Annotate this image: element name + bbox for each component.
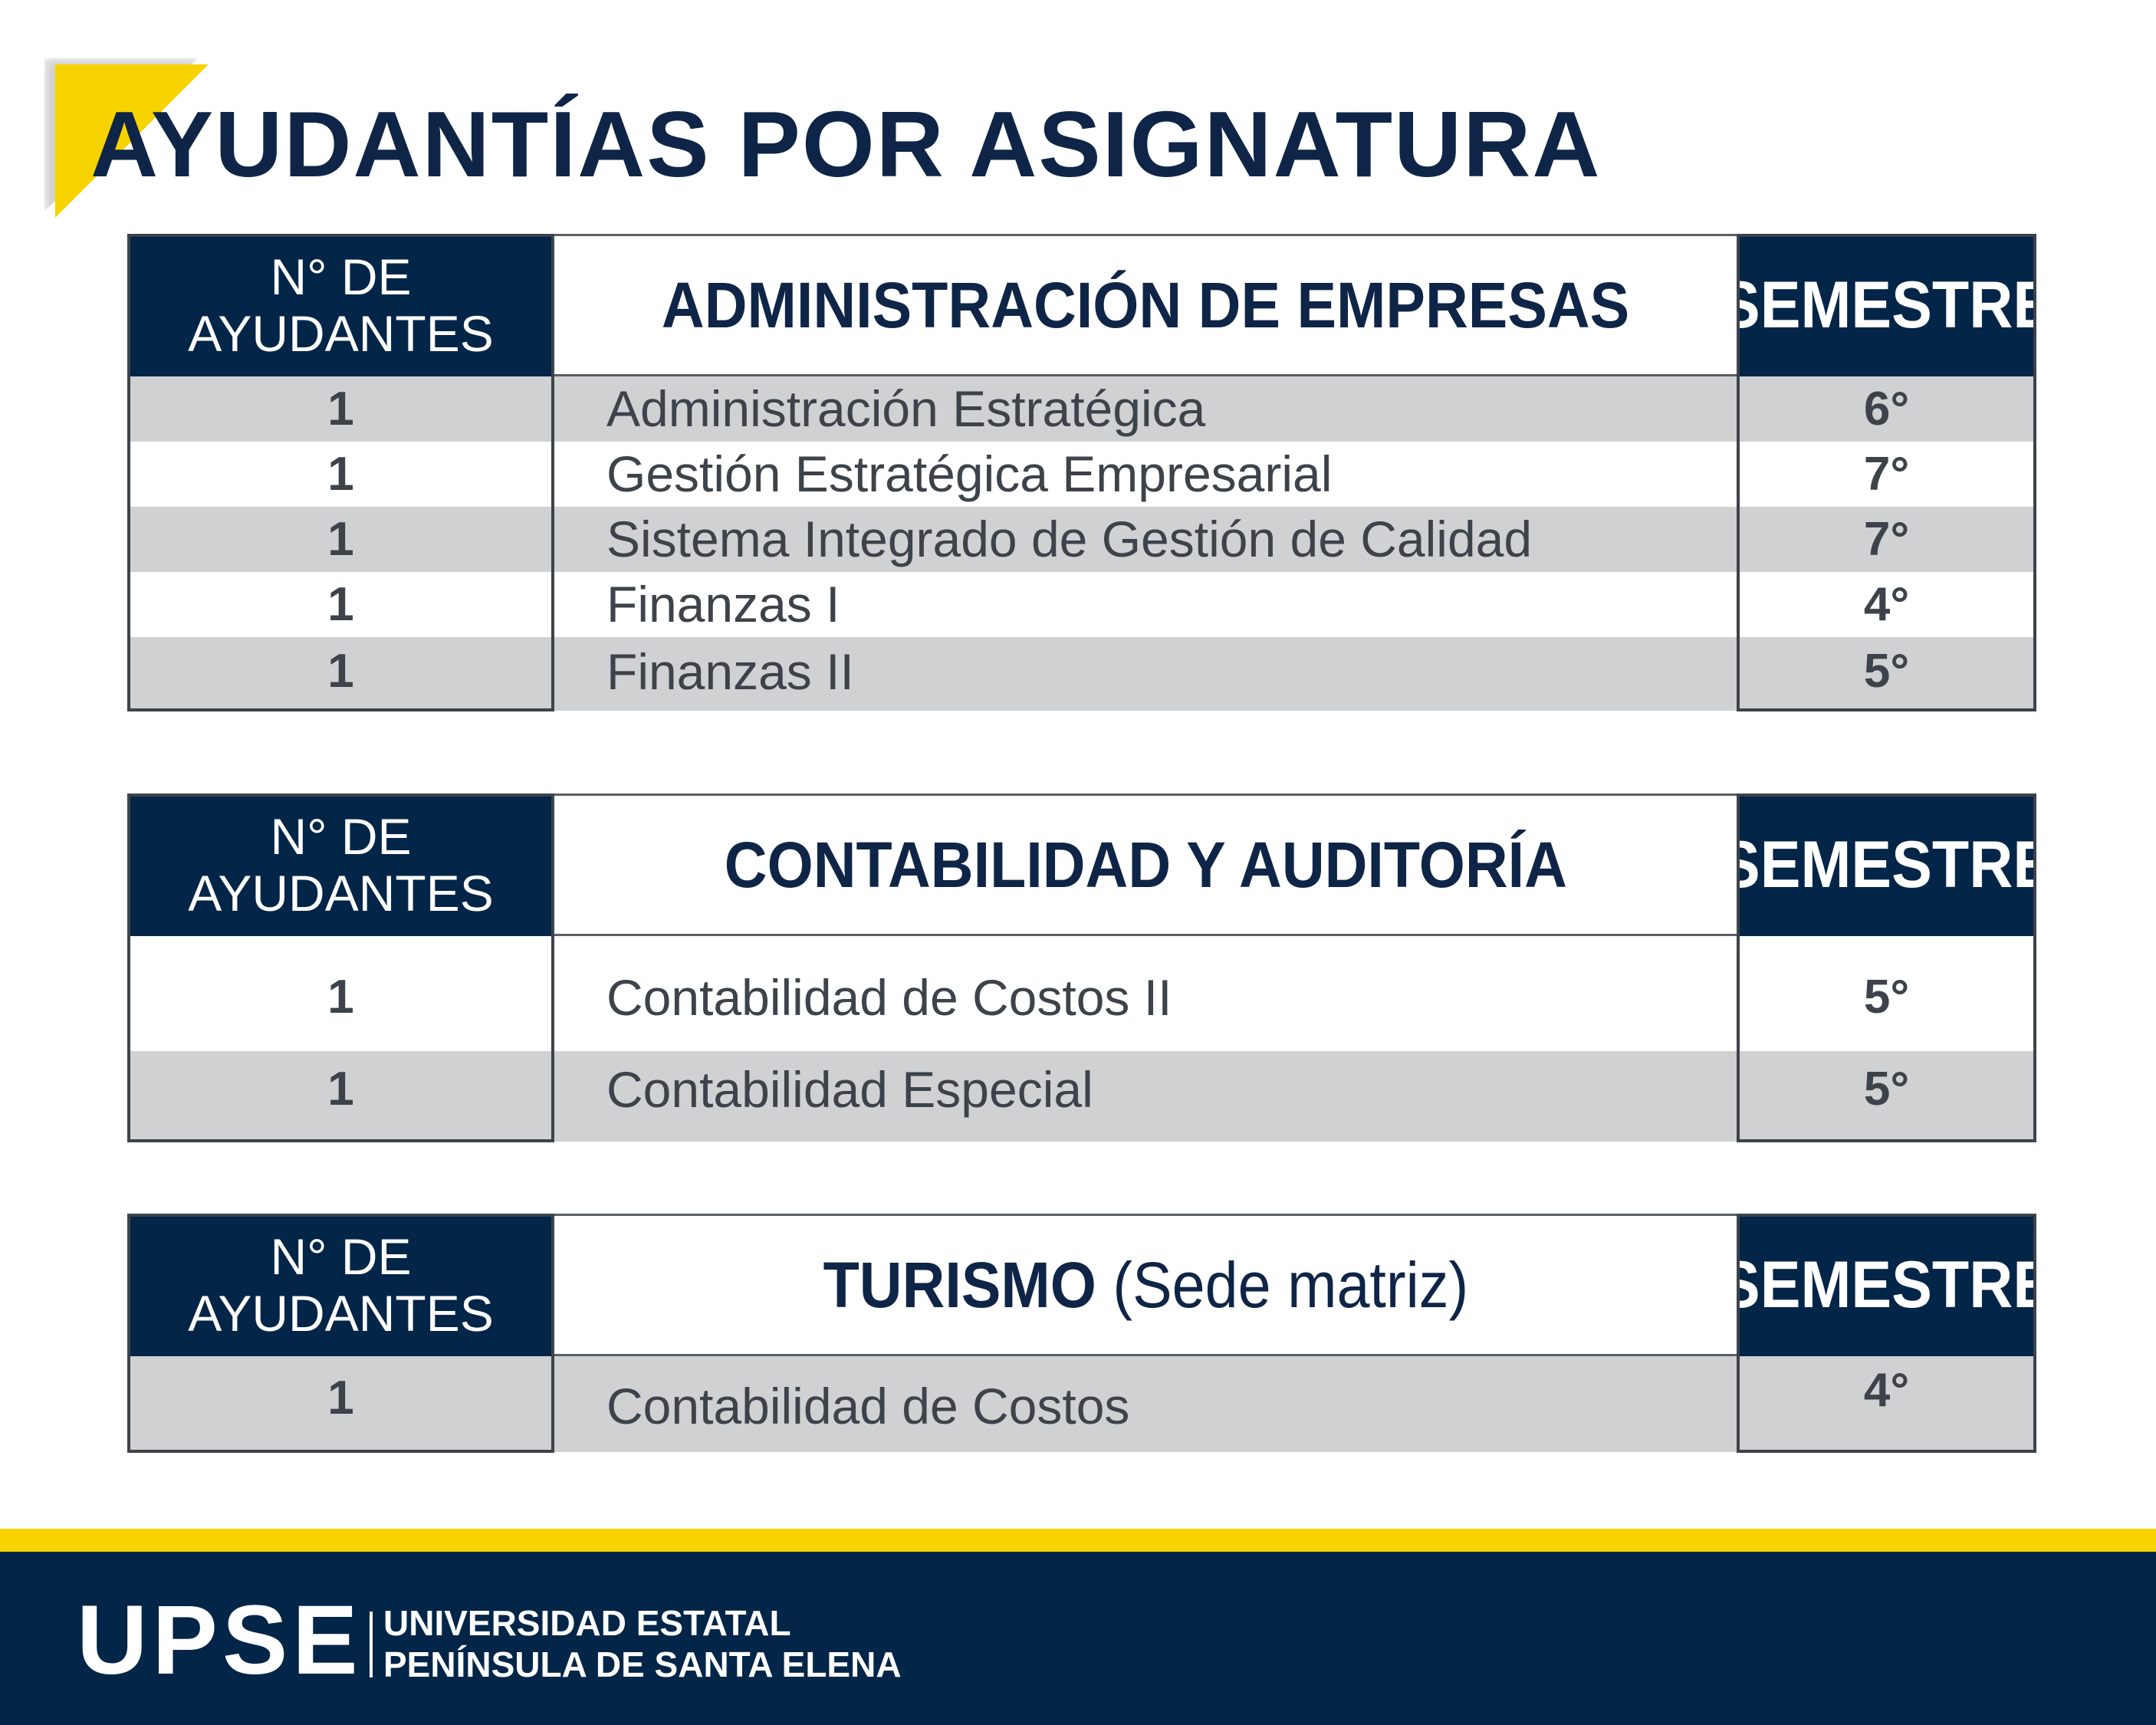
header-semestre [1719,234,2054,376]
cell-n: 1 [327,645,354,698]
header-n-line1: N° DE [270,1228,412,1285]
cell-subject: Finanzas II [606,643,854,700]
cell-semester: 6° [1863,383,1910,435]
cell-subject: Finanzas I [606,576,840,632]
header-semestre [1719,1214,2054,1356]
cell-subject: Administración Estratégica [606,380,1206,437]
header-n-line1: N° DE [270,808,412,865]
program-name: CONTABILIDAD Y AUDITORÍA [724,828,1567,901]
semestre-label: SEMESTRE [1719,827,2054,902]
header-semestre [1719,794,2054,936]
cell-semester: 7° [1863,513,1910,566]
table-row [127,1356,2036,1452]
header-n-line2: AYUDANTES [188,865,494,922]
header-n-ayudantes [127,794,554,936]
header-program [554,1214,1737,1356]
header-n-line1: N° DE [270,248,412,305]
header-n-ayudantes [127,1214,554,1356]
cell-n: 1 [327,578,354,631]
program-name: TURISMO [823,1248,1096,1321]
cell-n: 1 [327,1372,354,1424]
header-n-line2: AYUDANTES [188,305,494,362]
table-row [127,507,2036,572]
cell-semester: 4° [1863,1364,1910,1417]
program-name: ADMINISTRACIÓN DE EMPRESAS [661,268,1630,341]
cell-subject: Contabilidad de Costos [606,1378,1130,1434]
table-row [127,376,2036,442]
cell-subject: Contabilidad de Costos II [606,969,1172,1026]
cell-semester: 7° [1863,448,1910,501]
semestre-label: SEMESTRE [1719,1247,2054,1322]
table-row [127,936,2036,1051]
upse-logo: UPSE [77,1585,363,1695]
cell-semester: 5° [1863,971,1910,1024]
cell-semester: 5° [1863,645,1910,698]
header-program [554,794,1737,936]
semestre-label: SEMESTRE [1719,268,2054,342]
cell-n: 1 [327,448,354,501]
cell-n: 1 [327,1063,354,1116]
logo-divider [370,1612,373,1677]
cell-n: 1 [327,383,354,435]
university-name-line2: PENÍNSULA DE SANTA ELENA [383,1644,902,1684]
university-name-line1: UNIVERSIDAD ESTATAL [383,1603,791,1643]
cell-subject: Contabilidad Especial [606,1061,1093,1118]
page-title: AYUDANTÍAS POR ASIGNATURA [90,92,1602,196]
cell-subject: Sistema Integrado de Gestión de Calidad [606,511,1533,567]
table-row [127,1051,2036,1142]
header-program [554,234,1737,376]
table-row [127,572,2036,637]
header-n-line2: AYUDANTES [188,1285,494,1342]
table-row [127,637,2036,711]
cell-n: 1 [327,513,354,566]
cell-semester: 5° [1863,1063,1910,1116]
cell-semester: 4° [1863,578,1910,631]
program-suffix: (Sede matriz) [1096,1248,1468,1321]
cell-n: 1 [327,971,354,1024]
cell-subject: Gestión Estratégica Empresarial [606,445,1333,502]
header-n-ayudantes [127,234,554,376]
footer-yellow-stripe [0,1529,2156,1552]
table-row [127,442,2036,507]
